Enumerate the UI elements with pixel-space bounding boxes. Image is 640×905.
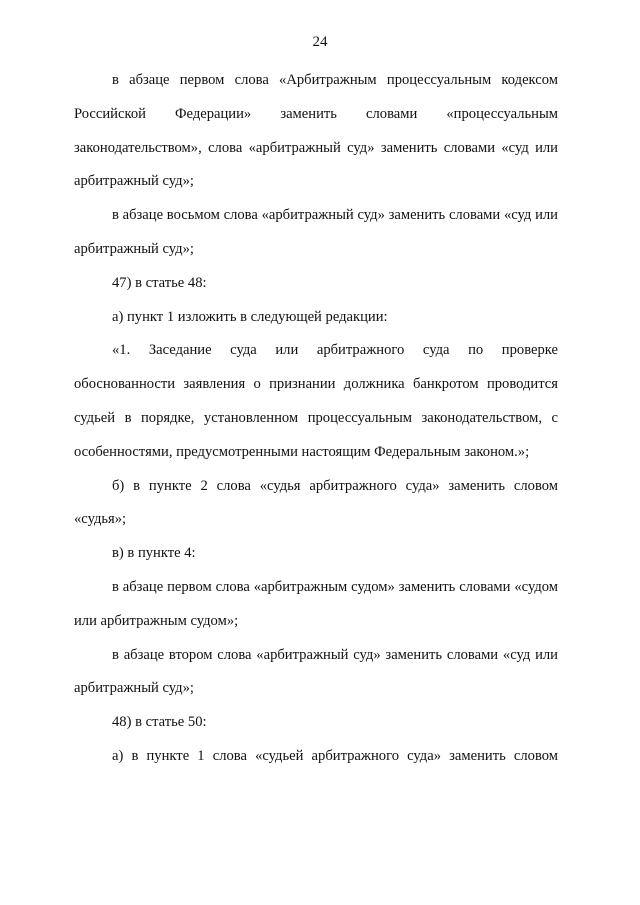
paragraph: в абзаце втором слова «арбитражный суд» заменить словами «суд или арбитражный суд»;: [74, 646, 558, 697]
paragraph: в абзаце восьмом слова «арбитражный суд» заменить словами «суд или арбитражный суд»;: [74, 207, 558, 257]
page-number: 24: [312, 34, 328, 50]
document-body: [74, 64, 558, 774]
paragraph: а) пункт 1 изложить в следующей редакции:: [112, 308, 388, 325]
paragraph: в) в пункте 4:: [112, 545, 196, 562]
paragraph: в абзаце первом слова «арбитражным судом» заменить словами «судом или арбитражным судом»;: [74, 578, 558, 629]
paragraph: в абзаце первом слова «Арбитражным процессуальным кодексом Российской Федерации» заменить словами «процессуальным законодательством», слова «арбитражный суд» заменить словами «суд или арбитражный суд»;: [74, 72, 558, 190]
paragraph: 48) в статье 50:: [112, 714, 207, 731]
paragraph: «1. Заседание суда или арбитражного суда по проверке обоснованности заявления о признании должника банкротом проводится судьей в порядке, установленном процессуальным законодательством, с особенностями, предусмотренными настоящим Федеральным законом.»;: [74, 342, 558, 460]
paragraph: 47) в статье 48:: [112, 274, 207, 291]
paragraph: б) в пункте 2 слова «судья арбитражного суда» заменить словом «судья»;: [74, 477, 558, 528]
paragraph: а) в пункте 1 слова «судьей арбитражного суда» заменить словом: [112, 747, 558, 764]
